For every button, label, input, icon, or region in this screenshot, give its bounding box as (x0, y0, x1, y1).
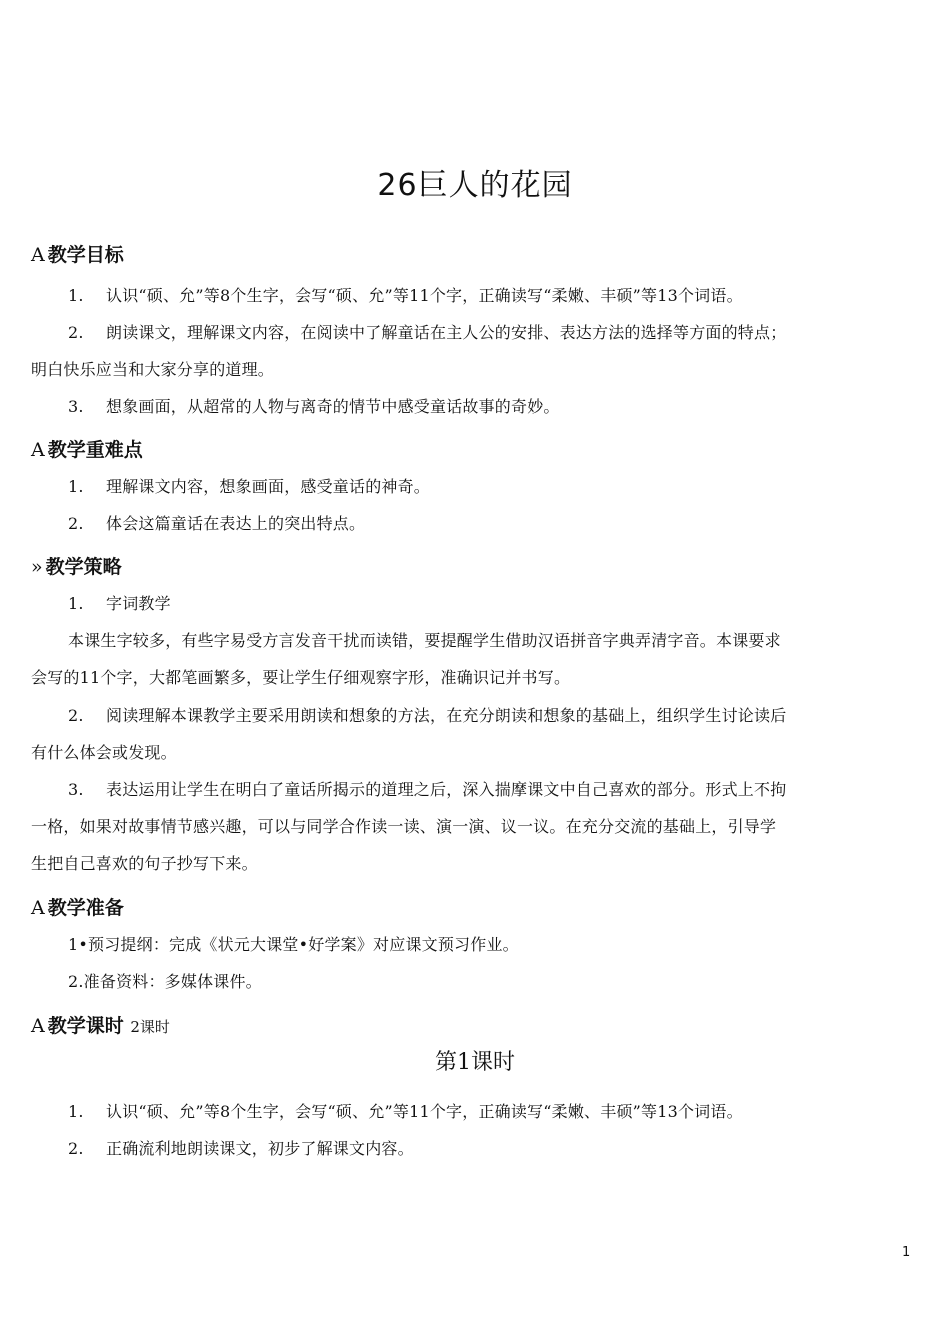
section-heading-strategy (31, 552, 122, 579)
lesson-subtitle: 第1课时 (435, 1050, 515, 1075)
strategy-item-3-continuation-1: 一格，如果对故事情节感兴趣，可以与同学合作读一读、演一演、议一议。在充分交流的基础上，引导学 (31, 817, 777, 836)
section-heading-goals (31, 240, 124, 267)
document-title: 26巨人的花园 (377, 168, 573, 203)
lesson-goal-item-1: 1. 认识“硕、允”等8个生字，会写“硕、允”等11个字，正确读写“柔嫩、丰硕”等13个词语。 (68, 1102, 743, 1121)
section-heading-key-points (31, 435, 143, 462)
goal-item-2-continuation: 明白快乐应当和大家分享的道理。 (31, 360, 275, 379)
section-marker: A (31, 897, 45, 919)
periods-value: 2课时 (130, 1018, 170, 1036)
key-point-item-2: 2. 体会这篇童话在表达上的突出特点。 (68, 514, 366, 533)
goal-item-1: 1. 认识“硕、允”等8个生字，会写“硕、允”等11个字，正确读写“柔嫩、丰硕”等13个词语。 (68, 286, 743, 305)
section-heading-text: 教学课时 (47, 1015, 124, 1037)
section-marker: A (31, 244, 45, 266)
strategy-item-3: 3. 表达运用让学生在明白了童话所揭示的道理之后，深入揣摩课文中自己喜欢的部分。形式上不拘 (68, 780, 787, 799)
preparation-item-2: 2.准备资料：多媒体课件。 (68, 972, 262, 991)
strategy-paragraph-1-line-1: 本课生字较多，有些字易受方言发音干扰而读错，要提醒学生借助汉语拼音字典弄清字音。本课要求 (68, 631, 781, 650)
lesson-goal-item-2: 2. 正确流利地朗读课文，初步了解课文内容。 (68, 1139, 414, 1158)
section-heading-text: 教学重难点 (47, 439, 143, 461)
page-number: 1 (902, 1245, 911, 1260)
preparation-item-1: 1•预习提纲：完成《状元大课堂•好学案》对应课文预习作业。 (68, 935, 519, 954)
goal-item-2: 2. 朗读课文，理解课文内容，在阅读中了解童话在主人公的安排、表达方法的选择等方面的特点； (68, 323, 787, 342)
strategy-item-2-continuation: 有什么体会或发现。 (31, 743, 177, 762)
strategy-item-2: 2. 阅读理解本课教学主要采用朗读和想象的方法，在充分朗读和想象的基础上，组织学生讨论读后 (68, 706, 787, 725)
section-heading-text: 教学策略 (45, 556, 122, 578)
key-point-item-1: 1. 理解课文内容，想象画面，感受童话的神奇。 (68, 477, 431, 496)
section-marker: A (31, 1015, 45, 1037)
section-marker: A (31, 439, 45, 461)
section-heading-periods (31, 1011, 170, 1038)
strategy-item-3-continuation-2: 生把自己喜欢的句子抄写下来。 (31, 854, 258, 873)
section-heading-text: 教学目标 (47, 244, 124, 266)
section-marker: » (31, 556, 43, 578)
section-heading-preparation (31, 893, 124, 920)
strategy-paragraph-1-line-2: 会写的11个字，大都笔画繁多，要让学生仔细观察字形，准确识记并书写。 (31, 668, 571, 687)
section-heading-text: 教学准备 (47, 897, 124, 919)
goal-item-3: 3. 想象画面，从超常的人物与离奇的情节中感受童话故事的奇妙。 (68, 397, 560, 416)
strategy-item-1: 1. 字词教学 (68, 594, 171, 613)
